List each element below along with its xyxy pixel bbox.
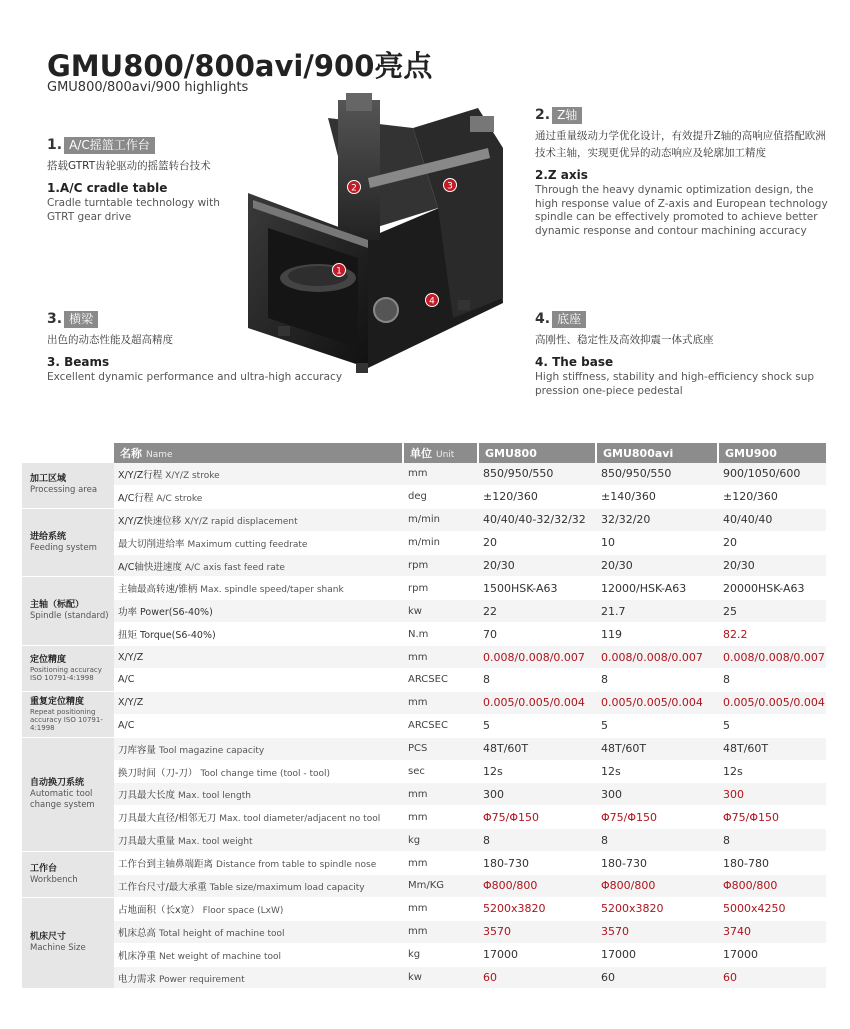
value-cell: 60 xyxy=(479,967,597,990)
marker-4 xyxy=(426,294,439,307)
item-en: Max. tool diameter/adjacent no tool xyxy=(219,814,381,825)
item-cn: 换刀时间（刀-刀） xyxy=(118,767,198,779)
highlight-cn: 通过重量级动力学优化设计，有效提升Z轴的高响应值搭配欧洲技术主轴，实现更优异的动态响应及轮廓加工精度 xyxy=(535,130,826,159)
header-model: GMU800 xyxy=(479,443,597,463)
svg-text:2: 2 xyxy=(351,183,357,194)
highlight-en-title: 1.A/C cradle table xyxy=(47,181,168,195)
table-row xyxy=(22,577,826,600)
item-cell xyxy=(114,852,404,875)
value-cell: 20 xyxy=(719,532,826,555)
unit-cell: ARCSEC xyxy=(404,715,479,738)
category-en: Feeding system xyxy=(30,542,97,553)
unit-cell: mm xyxy=(404,646,479,669)
item-cn: X/Y/Z行程 xyxy=(118,469,163,481)
page-title: GMU800/800avi/900亮点 xyxy=(47,49,433,83)
item-en: Total height of machine tool xyxy=(159,928,285,939)
unit-cell: mm xyxy=(404,692,479,715)
table-row xyxy=(22,600,826,623)
highlight-en: Cradle turntable technology with GTRT gear drive xyxy=(47,197,220,223)
value-cell: 12s xyxy=(719,761,826,784)
category-en: Positioning accuracy ISO 10791-4:1998 xyxy=(30,666,102,683)
highlight-number: 1. xyxy=(47,137,63,153)
highlight-en-title: 2.Z axis xyxy=(535,168,588,182)
highlight-en: High stiffness, stability and high-efficiency shock sup pression one-piece pedestal xyxy=(535,371,815,397)
value-cell: Φ75/Φ150 xyxy=(479,806,597,829)
value-cell: 48T/60T xyxy=(719,738,826,761)
category-cn: 加工区域 xyxy=(30,474,67,485)
spec-table-body xyxy=(22,463,826,989)
table-row xyxy=(22,486,826,509)
category-en: Automatic tool change system xyxy=(30,788,95,810)
value-cell: 3570 xyxy=(597,921,719,944)
table-row xyxy=(22,463,826,486)
item-en: A/C stroke xyxy=(156,493,203,504)
table-row xyxy=(22,669,826,692)
item-cn: 刀具最大直径/相邻无刀 xyxy=(118,813,217,825)
value-cell: 12s xyxy=(479,761,597,784)
item-cn: X/Y/Z快速位移 xyxy=(118,515,182,527)
item-cell xyxy=(114,577,404,600)
value-cell: 1500HSK-A63 xyxy=(479,577,597,600)
value-cell: 82.2 xyxy=(719,623,826,646)
value-cell: 900/1050/600 xyxy=(719,463,826,486)
item-en: Distance from table to spindle nose xyxy=(216,860,377,871)
table-row xyxy=(22,555,826,578)
unit-cell: N.m xyxy=(404,623,479,646)
item-cn: X/Y/Z xyxy=(118,651,144,663)
highlight-cn: 出色的动态性能及超高精度 xyxy=(47,334,173,346)
unit-cell: mm xyxy=(404,806,479,829)
item-cn: 刀具最大长度 xyxy=(118,790,176,802)
value-cell: 0.008/0.008/0.007 xyxy=(597,646,719,669)
category-cn: 重复定位精度 xyxy=(30,696,85,707)
highlight-cn: 搭载GTRT齿轮驱动的摇篮转台技术 xyxy=(47,160,211,172)
category-cn: 主轴（标配） xyxy=(30,600,85,611)
value-cell: Φ75/Φ150 xyxy=(719,806,826,829)
category-cell xyxy=(22,577,114,646)
value-cell: 850/950/550 xyxy=(597,463,719,486)
table-row xyxy=(22,623,826,646)
header-model: GMU800avi xyxy=(597,443,719,463)
value-cell: Φ75/Φ150 xyxy=(597,806,719,829)
table-row xyxy=(22,852,826,875)
value-cell: 300 xyxy=(479,783,597,806)
item-cn: 机床总高 xyxy=(118,927,157,939)
value-cell: 5 xyxy=(597,715,719,738)
table-row xyxy=(22,761,826,784)
highlight-tag: 底座 xyxy=(552,311,586,328)
value-cell: 180-780 xyxy=(719,852,826,875)
unit-cell: mm xyxy=(404,852,479,875)
item-cell xyxy=(114,463,404,486)
page-subtitle: GMU800/800avi/900 highlights xyxy=(47,80,249,95)
value-cell: 17000 xyxy=(479,944,597,967)
value-cell: 180-730 xyxy=(479,852,597,875)
table-row xyxy=(22,692,826,715)
value-cell: 20/30 xyxy=(719,555,826,578)
value-cell: 0.008/0.008/0.007 xyxy=(479,646,597,669)
item-cn: 机床净重 xyxy=(118,950,157,962)
value-cell: 0.005/0.005/0.004 xyxy=(597,692,719,715)
item-cn: 刀库容量 xyxy=(118,744,157,756)
highlight-cn: 高刚性、稳定性及高效抑震一体式底座 xyxy=(535,334,714,346)
highlight-tag: 横梁 xyxy=(64,311,98,328)
value-cell: Φ800/800 xyxy=(719,875,826,898)
item-cn: 功率 Power(S6-40%) xyxy=(118,607,213,619)
item-cn: A/C轴快进速度 xyxy=(118,561,182,573)
highlight-number: 2. xyxy=(535,107,551,123)
value-cell: 5000x4250 xyxy=(719,898,826,921)
item-en: Floor space (LxW) xyxy=(202,905,284,916)
unit-cell: kw xyxy=(404,967,479,990)
item-en: Max. tool length xyxy=(178,791,251,802)
item-en: Max. tool weight xyxy=(178,837,253,848)
item-cell xyxy=(114,623,404,646)
item-cell xyxy=(114,921,404,944)
table-row xyxy=(22,738,826,761)
header-name: 名称 Name xyxy=(114,443,404,463)
item-cell xyxy=(114,532,404,555)
unit-cell: mm xyxy=(404,783,479,806)
item-cell xyxy=(114,829,404,852)
item-cell xyxy=(114,715,404,738)
highlight-tag: A/C摇篮工作台 xyxy=(64,137,155,154)
category-cell xyxy=(22,463,114,509)
unit-cell: rpm xyxy=(404,577,479,600)
unit-cell: mm xyxy=(404,898,479,921)
svg-text:1: 1 xyxy=(336,266,342,277)
item-cn: X/Y/Z xyxy=(118,697,144,709)
item-en: X/Y/Z rapid displacement xyxy=(184,516,298,527)
value-cell: 180-730 xyxy=(597,852,719,875)
value-cell: 17000 xyxy=(719,944,826,967)
value-cell: 60 xyxy=(719,967,826,990)
table-row xyxy=(22,783,826,806)
highlight-number: 4. xyxy=(535,311,551,327)
category-en: Workbench xyxy=(30,874,78,885)
header-model: GMU900 xyxy=(719,443,826,463)
value-cell: 0.005/0.005/0.004 xyxy=(479,692,597,715)
marker-3 xyxy=(444,179,457,192)
marker-2 xyxy=(348,181,361,194)
machine-illustration xyxy=(238,88,526,390)
highlight-1 xyxy=(47,136,247,224)
table-row xyxy=(22,532,826,555)
value-cell: 300 xyxy=(597,783,719,806)
value-cell: Φ800/800 xyxy=(597,875,719,898)
category-cell xyxy=(22,509,114,578)
value-cell: 12s xyxy=(597,761,719,784)
spec-table xyxy=(22,443,826,989)
value-cell: 0.005/0.005/0.004 xyxy=(719,692,826,715)
item-cell xyxy=(114,669,404,692)
item-cell xyxy=(114,509,404,532)
table-row xyxy=(22,715,826,738)
value-cell: 3740 xyxy=(719,921,826,944)
header-empty xyxy=(22,443,114,463)
value-cell: 22 xyxy=(479,600,597,623)
item-cell xyxy=(114,600,404,623)
unit-cell: deg xyxy=(404,486,479,509)
value-cell: Φ800/800 xyxy=(479,875,597,898)
value-cell: ±120/360 xyxy=(479,486,597,509)
category-cn: 定位精度 xyxy=(30,655,67,666)
table-row xyxy=(22,944,826,967)
category-en: Spindle (standard) xyxy=(30,611,109,622)
value-cell: 20/30 xyxy=(597,555,719,578)
item-cn: 主轴最高转速/锥柄 xyxy=(118,584,198,596)
header-unit: 单位 Unit xyxy=(404,443,479,463)
table-row xyxy=(22,967,826,990)
highlight-4 xyxy=(535,310,830,398)
highlight-en-title: 3. Beams xyxy=(47,355,110,369)
value-cell: 48T/60T xyxy=(479,738,597,761)
item-cn: 电力需求 xyxy=(118,973,157,985)
item-en: X/Y/Z stroke xyxy=(165,470,220,481)
value-cell: 5200x3820 xyxy=(479,898,597,921)
value-cell: 20000HSK-A63 xyxy=(719,577,826,600)
unit-cell: m/min xyxy=(404,532,479,555)
value-cell: 60 xyxy=(597,967,719,990)
highlight-en: Through the heavy dynamic optimization design, the high response value of Z-axis and European technology spindle can be effectively promoted to achieve better dynamic response and contour machining accuracy xyxy=(535,184,828,237)
unit-cell: rpm xyxy=(404,555,479,578)
item-cell xyxy=(114,738,404,761)
item-cn: A/C xyxy=(118,720,135,732)
item-en: A/C axis fast feed rate xyxy=(184,562,285,573)
table-row xyxy=(22,646,826,669)
item-cell xyxy=(114,967,404,990)
value-cell: ±140/360 xyxy=(597,486,719,509)
highlight-tag: Z轴 xyxy=(552,107,582,124)
value-cell: 12000/HSK-A63 xyxy=(597,577,719,600)
item-cell xyxy=(114,875,404,898)
highlight-2 xyxy=(535,106,830,238)
item-en: Tool change time (tool - tool) xyxy=(200,768,331,779)
category-en: Repeat positioning accuracy ISO 10791-4:1998 xyxy=(30,707,103,732)
item-en: Net weight of machine tool xyxy=(159,951,281,962)
item-cn: A/C xyxy=(118,674,135,686)
unit-cell: mm xyxy=(404,463,479,486)
unit-cell: m/min xyxy=(404,509,479,532)
category-cell xyxy=(22,646,114,692)
item-cell xyxy=(114,806,404,829)
value-cell: 300 xyxy=(719,783,826,806)
item-cn: 最大切削进给率 xyxy=(118,538,185,550)
value-cell: 10 xyxy=(597,532,719,555)
value-cell: 8 xyxy=(479,669,597,692)
unit-cell: kg xyxy=(404,829,479,852)
category-cell xyxy=(22,852,114,898)
table-header-row xyxy=(22,443,826,463)
value-cell: 8 xyxy=(597,669,719,692)
item-cell xyxy=(114,555,404,578)
highlight-en: Excellent dynamic performance and ultra-high accuracy xyxy=(47,371,343,383)
item-cell xyxy=(114,898,404,921)
value-cell: 20 xyxy=(479,532,597,555)
value-cell: 20/30 xyxy=(479,555,597,578)
item-cell xyxy=(114,944,404,967)
value-cell: 5 xyxy=(719,715,826,738)
item-en: Tool magazine capacity xyxy=(159,745,265,756)
item-en: Table size/maximum load capacity xyxy=(209,882,365,893)
item-cell xyxy=(114,486,404,509)
value-cell: 48T/60T xyxy=(597,738,719,761)
category-cn: 自动换刀系统 xyxy=(30,777,85,788)
value-cell: 8 xyxy=(719,669,826,692)
value-cell: 40/40/40 xyxy=(719,509,826,532)
value-cell: 40/40/40-32/32/32 xyxy=(479,509,597,532)
value-cell: 17000 xyxy=(597,944,719,967)
category-cell xyxy=(22,738,114,852)
category-en: Machine Size xyxy=(30,943,86,954)
item-en: Maximum cutting feedrate xyxy=(187,539,308,550)
value-cell: 8 xyxy=(479,829,597,852)
unit-cell: Mm/KG xyxy=(404,875,479,898)
category-en: Processing area xyxy=(30,485,98,496)
category-cn: 工作台 xyxy=(30,863,58,874)
value-cell: 119 xyxy=(597,623,719,646)
table-row xyxy=(22,806,826,829)
highlight-number: 3. xyxy=(47,311,63,327)
item-cn: 刀具最大重量 xyxy=(118,836,176,848)
unit-cell: mm xyxy=(404,921,479,944)
category-cell xyxy=(22,692,114,738)
table-row xyxy=(22,921,826,944)
item-cell xyxy=(114,761,404,784)
item-cn: 占地面积（长x宽） xyxy=(118,904,200,916)
item-cell xyxy=(114,783,404,806)
value-cell: 25 xyxy=(719,600,826,623)
unit-cell: sec xyxy=(404,761,479,784)
category-cell xyxy=(22,898,114,990)
item-en: Power requirement xyxy=(159,974,245,985)
highlight-en-title: 4. The base xyxy=(535,355,614,369)
value-cell: 8 xyxy=(597,829,719,852)
table-row xyxy=(22,509,826,532)
item-cn: 扭矩 Torque(S6-40%) xyxy=(118,630,216,642)
value-cell: 3570 xyxy=(479,921,597,944)
unit-cell: kg xyxy=(404,944,479,967)
value-cell: 8 xyxy=(719,829,826,852)
unit-cell: kw xyxy=(404,600,479,623)
category-cn: 进给系统 xyxy=(30,531,67,542)
value-cell: 5 xyxy=(479,715,597,738)
value-cell: 5200x3820 xyxy=(597,898,719,921)
value-cell: 0.008/0.008/0.007 xyxy=(719,646,826,669)
table-row xyxy=(22,898,826,921)
item-cell xyxy=(114,692,404,715)
table-row xyxy=(22,829,826,852)
item-cn: 工作台尺寸/最大承重 xyxy=(118,881,207,893)
item-cn: A/C行程 xyxy=(118,492,154,504)
table-row xyxy=(22,875,826,898)
unit-cell: ARCSEC xyxy=(404,669,479,692)
marker-1 xyxy=(333,264,346,277)
svg-text:3: 3 xyxy=(447,181,453,192)
item-cn: 工作台到主轴鼻端距离 xyxy=(118,859,214,871)
category-cn: 机床尺寸 xyxy=(30,932,67,943)
item-cell xyxy=(114,646,404,669)
value-cell: 32/32/20 xyxy=(597,509,719,532)
value-cell: ±120/360 xyxy=(719,486,826,509)
svg-text:4: 4 xyxy=(429,296,435,307)
value-cell: 21.7 xyxy=(597,600,719,623)
value-cell: 850/950/550 xyxy=(479,463,597,486)
value-cell: 70 xyxy=(479,623,597,646)
unit-cell: PCS xyxy=(404,738,479,761)
item-en: Max. spindle speed/taper shank xyxy=(200,585,344,596)
